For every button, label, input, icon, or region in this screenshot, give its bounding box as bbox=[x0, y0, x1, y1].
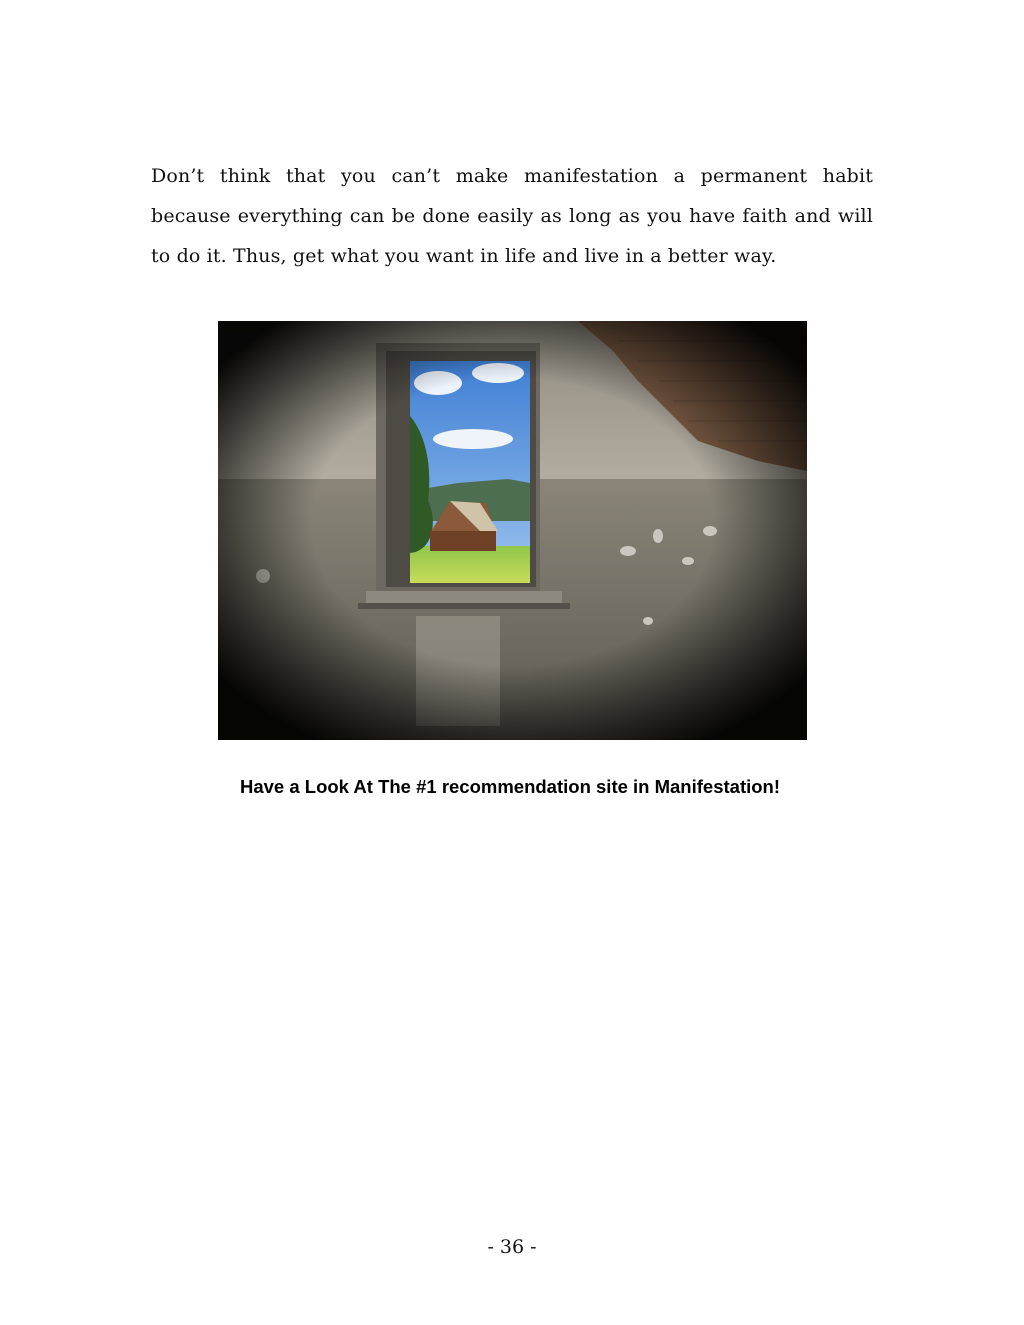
window-photo bbox=[218, 321, 807, 740]
recommendation-link[interactable]: Have a Look At The #1 recommendation site in Manifestation! bbox=[239, 776, 781, 797]
page-number: - 36 - bbox=[487, 1236, 537, 1258]
body-paragraph: Don’t think that you can’t make manifestation a permanent habit because everything can be done easily as long as you have faith and will to do it. Thus, get what you want in life and live in a better way. bbox=[151, 165, 873, 267]
